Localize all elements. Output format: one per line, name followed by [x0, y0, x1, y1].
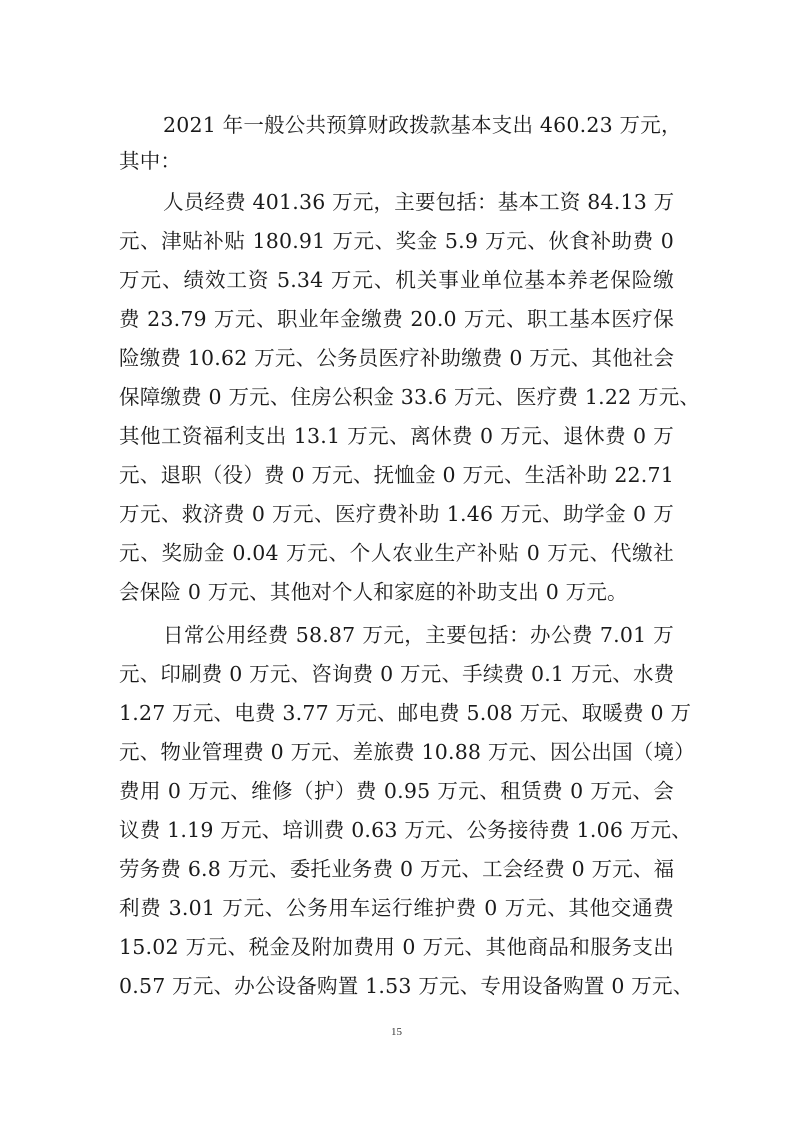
paragraph-2-line-6: 保障缴费 0 万元、住房公积金 33.6 万元、医疗费 1.22 万元、	[119, 385, 701, 409]
paragraph-1-line-1: 2021 年一般公共预算财政拨款基本支出 460.23 万元，	[163, 113, 682, 137]
paragraph-3-line-4: 元、物业管理费 0 万元、差旅费 10.88 万元、因公出国（境）	[119, 740, 695, 764]
paragraph-2-line-9: 万元、救济费 0 万元、医疗费补助 1.46 万元、助学金 0 万	[119, 502, 674, 526]
paragraph-2-line-10: 元、奖励金 0.04 万元、个人农业生产补贴 0 万元、代缴社	[119, 541, 674, 565]
paragraph-2-line-3: 万元、绩效工资 5.34 万元、机关事业单位基本养老保险缴	[119, 268, 674, 292]
paragraph-2-line-11: 会保险 0 万元、其他对个人和家庭的补助支出 0 万元。	[119, 580, 628, 604]
paragraph-3-line-6: 议费 1.19 万元、培训费 0.63 万元、公务接待费 1.06 万元、	[119, 818, 692, 842]
paragraph-2-line-7: 其他工资福利支出 13.1 万元、离休费 0 万元、退休费 0 万	[119, 424, 674, 448]
page-number: 15	[391, 1026, 402, 1038]
paragraph-2-line-5: 险缴费 10.62 万元、公务员医疗补助缴费 0 万元、其他社会	[119, 346, 675, 370]
paragraph-1-line-2: 其中：	[119, 149, 182, 173]
paragraph-3-line-9: 15.02 万元、税金及附加费用 0 万元、其他商品和服务支出	[119, 935, 674, 959]
paragraph-2-line-2: 元、津贴补贴 180.91 万元、奖金 5.9 万元、伙食补助费 0	[119, 229, 674, 253]
paragraph-3-line-7: 劳务费 6.8 万元、委托业务费 0 万元、工会经费 0 万元、福	[119, 857, 675, 881]
paragraph-2-line-1: 人员经费 401.36 万元，主要包括：基本工资 84.13 万	[163, 190, 675, 214]
paragraph-3-line-2: 元、印刷费 0 万元、咨询费 0 万元、手续费 0.1 万元、水费	[119, 662, 675, 686]
paragraph-3-line-10: 0.57 万元、办公设备购置 1.53 万元、专用设备购置 0 万元、	[119, 974, 694, 998]
paragraph-3-line-1: 日常公用经费 58.87 万元，主要包括：办公费 7.01 万	[163, 623, 674, 647]
paragraph-3-line-8: 利费 3.01 万元、公务用车运行维护费 0 万元、其他交通费	[119, 896, 674, 920]
paragraph-2-line-8: 元、退职（役）费 0 万元、抚恤金 0 万元、生活补助 22.71	[119, 463, 674, 487]
paragraph-3-line-5: 费用 0 万元、维修（护）费 0.95 万元、租赁费 0 万元、会	[119, 779, 674, 803]
paragraph-2-line-4: 费 23.79 万元、职业年金缴费 20.0 万元、职工基本医疗保	[119, 307, 674, 331]
paragraph-3-line-3: 1.27 万元、电费 3.77 万元、邮电费 5.08 万元、取暖费 0 万	[119, 701, 692, 725]
